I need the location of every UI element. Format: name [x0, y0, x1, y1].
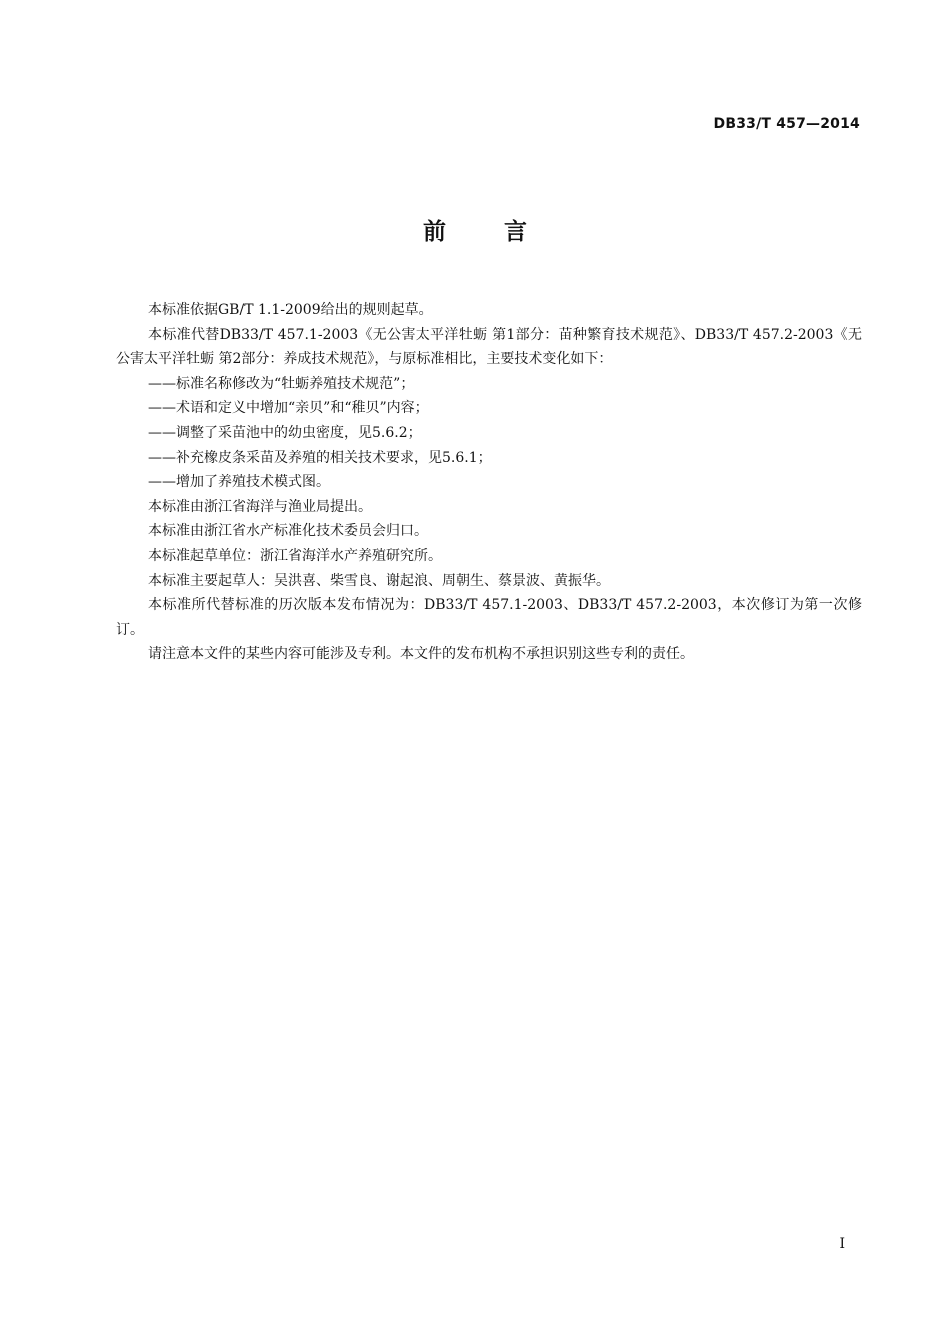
paragraph-drafting-unit: 本标准起草单位：浙江省海洋水产养殖研究所。: [148, 547, 442, 564]
paragraph-proposed-by: 本标准由浙江省海洋与渔业局提出。: [148, 498, 372, 515]
title-char-2: 言: [504, 219, 527, 245]
change-item: ——标准名称修改为“牡蛎养殖技术规范”；: [148, 375, 415, 392]
preface-body: [116, 298, 862, 667]
page-number: I: [839, 1236, 845, 1252]
change-item: ——补充橡皮条采苗及养殖的相关技术要求，见5.6.1；: [148, 449, 492, 466]
paragraph-drafters: 本标准主要起草人：吴洪喜、柴雪良、谢起浪、周朝生、蔡景波、黄振华。: [148, 572, 610, 589]
change-item: ——术语和定义中增加“亲贝”和“稚贝”内容；: [148, 400, 429, 417]
paragraph-administered-by: 本标准由浙江省水产标准化技术委员会归口。: [148, 523, 428, 540]
paragraph-previous-editions: 本标准所代替标准的历次版本发布情况为：DB33/T 457.1-2003、DB33/T 457.2-2003，本次修订为第一次修订。: [116, 597, 862, 638]
paragraph-drafting-rules: 本标准依据GB/T 1.1-2009给出的规则起草。: [148, 302, 433, 318]
title-char-1: 前: [423, 219, 446, 245]
document-code: DB33/T 457—2014: [713, 116, 860, 132]
change-item: ——调整了采苗池中的幼虫密度，见5.6.2；: [148, 424, 422, 441]
paragraph-patent-notice: 请注意本文件的某些内容可能涉及专利。本文件的发布机构不承担识别这些专利的责任。: [148, 646, 694, 663]
paragraph-replaces: 本标准代替DB33/T 457.1-2003《无公害太平洋牡蛎 第1部分：苗种繁育技术规范》、DB33/T 457.2-2003《无公害太平洋牡蛎 第2部分：养成技术规范》，与原标准相比，主要技术变化如下：: [116, 326, 862, 368]
change-item: ——增加了养殖技术模式图。: [148, 474, 330, 491]
page-title: [0, 213, 950, 246]
